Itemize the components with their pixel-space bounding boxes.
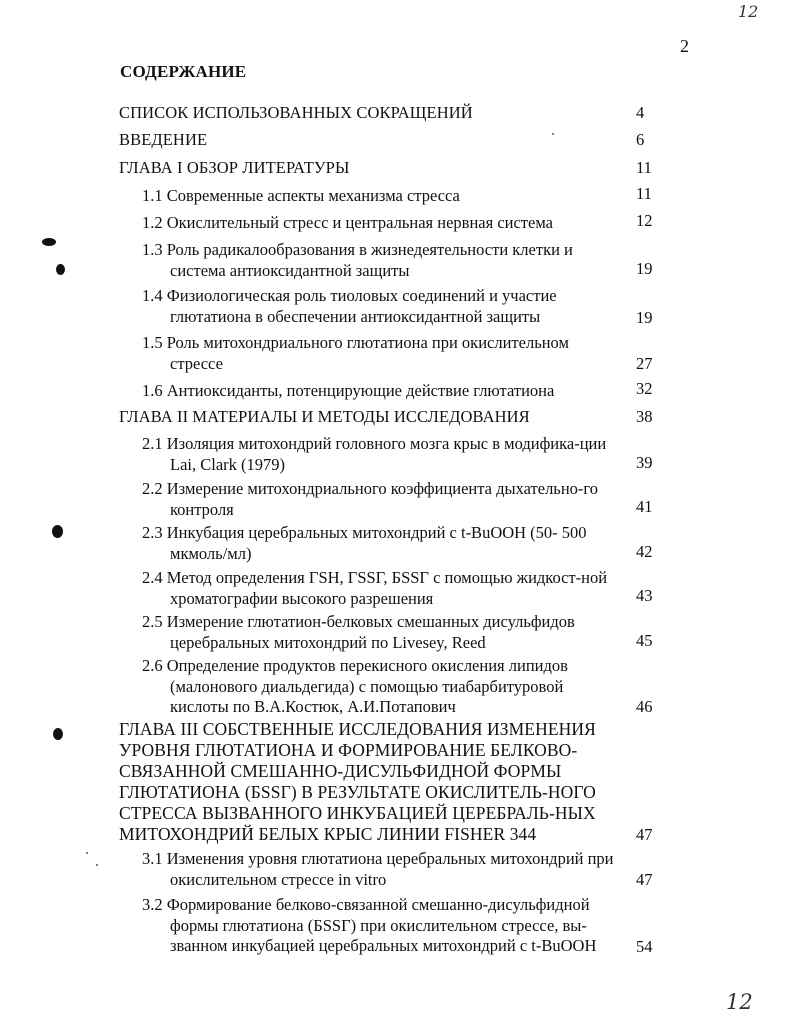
toc-entry-title: 2.2 Измерение митохондриального коэффициента дыхательно-го контроля bbox=[142, 479, 599, 519]
toc-entry-page: 11 bbox=[636, 184, 652, 203]
toc-entry-title: 3.1 Изменения уровня глютатиона церебральных митохондрий при окислительном стрессе in vitro bbox=[142, 849, 614, 889]
toc-entry-page: 32 bbox=[636, 379, 653, 398]
toc-entry bbox=[142, 895, 620, 957]
toc-entry-page: 41 bbox=[636, 497, 653, 516]
toc-entry-page: 19 bbox=[636, 259, 653, 278]
toc-entry-title: 1.6 Антиоксиданты, потенцирующие действие глютатиона bbox=[142, 381, 555, 400]
toc-entry-title: ГЛАВА I ОБЗОР ЛИТЕРАТУРЫ bbox=[119, 158, 350, 177]
toc-entry bbox=[142, 849, 620, 890]
toc-entry bbox=[142, 240, 620, 281]
scan-dot bbox=[96, 864, 98, 866]
toc-entry-page: 39 bbox=[636, 453, 653, 472]
toc-entry-page: 4 bbox=[636, 103, 645, 122]
toc-entry bbox=[119, 103, 619, 124]
toc-entry bbox=[119, 719, 619, 845]
scan-blot bbox=[53, 728, 63, 740]
toc-entry-title: 3.2 Формирование белково-связанной смешанно-дисульфидной формы глютатиона (БSSГ) при окислительном стрессе, вы-званном инкубацией церебральных митохондрий с t-BuOOH bbox=[142, 895, 597, 955]
handwritten-annotation-top: 12 bbox=[738, 2, 759, 21]
toc-entry bbox=[142, 434, 620, 475]
toc-entry-title: 1.4 Физиологическая роль тиоловых соединений и участие глютатиона в обеспечении антиоксидантной защиты bbox=[142, 286, 557, 326]
toc-entry-title: 2.6 Определение продуктов перекисного окисления липидов (малонового диальдегида) с помощью тиабарбитуровой кислоты по В.А.Костюк, А.И.Потапович bbox=[142, 656, 568, 716]
toc-entry-page: 27 bbox=[636, 354, 653, 373]
toc-entry-title: 1.5 Роль митохондриального глютатиона при окислительном стрессе bbox=[142, 333, 569, 373]
toc-entry bbox=[119, 158, 619, 179]
toc-entry-page: 6 bbox=[636, 130, 645, 149]
toc-entry-page: 46 bbox=[636, 697, 653, 716]
page-number: 2 bbox=[680, 36, 689, 56]
toc-entry-page: 11 bbox=[636, 158, 652, 177]
toc-entry-page: 19 bbox=[636, 308, 653, 327]
toc-entry-title: ВВЕДЕНИЕ bbox=[119, 130, 208, 149]
toc-entry bbox=[142, 568, 620, 609]
handwritten-annotation-bottom: 12 bbox=[726, 990, 753, 1014]
toc-heading: СОДЕРЖАНИЕ bbox=[120, 62, 247, 81]
toc-entry-page: 47 bbox=[636, 870, 653, 889]
scan-blot bbox=[56, 264, 65, 275]
toc-entry-title: ГЛАВА II МАТЕРИАЛЫ И МЕТОДЫ ИССЛЕДОВАНИЯ bbox=[119, 407, 530, 426]
toc-entry-page: 43 bbox=[636, 586, 653, 605]
toc-entry-page: 38 bbox=[636, 407, 653, 426]
scan-dot bbox=[86, 852, 88, 854]
scan-blot bbox=[52, 525, 63, 538]
toc-entry bbox=[119, 130, 619, 151]
toc-entry-title: 2.1 Изоляция митохондрий головного мозга крыс в модифика-ции Lai, Clark (1979) bbox=[142, 434, 607, 474]
toc-entry-page: 45 bbox=[636, 631, 653, 650]
toc-entry bbox=[142, 286, 620, 327]
toc-entry-title: 1.3 Роль радикалообразования в жизнедеятельности клетки и система антиоксидантной защиты bbox=[142, 240, 573, 280]
toc-entry-title: 2.3 Инкубация церебральных митохондрий с t-BuOOH (50- 500 мкмоль/мл) bbox=[142, 523, 587, 563]
scan-blot bbox=[42, 238, 56, 246]
toc-entry-title: ГЛАВА III СОБСТВЕННЫЕ ИССЛЕДОВАНИЯ ИЗМЕНЕНИЯ УРОВНЯ ГЛЮТАТИОНА И ФОРМИРОВАНИЕ БЕЛКОВО-СВЯЗАННОЙ СМЕШАННО-ДИСУЛЬФИДНОЙ ФОРМЫ ГЛЮТАТИОНА (БSSГ) В РЕЗУЛЬТАТЕ ОКИСЛИТЕЛЬ-НОГО СТРЕССА ВЫЗВАННОГО ИНКУБАЦИЕЙ ЦЕРЕБРАЛЬ-НЫХ МИТОХОНДРИЙ БЕЛЫХ КРЫС ЛИНИИ FISHER 344 bbox=[119, 719, 596, 844]
toc-entry bbox=[142, 213, 620, 234]
toc-entry-page: 54 bbox=[636, 937, 653, 956]
toc-entry-title: 1.1 Современные аспекты механизма стресса bbox=[142, 186, 460, 205]
toc-entry bbox=[142, 656, 620, 718]
toc-entry-title: 2.5 Измерение глютатион-белковых смешанных дисульфидов церебральных митохондрий по Livesey, Reed bbox=[142, 612, 575, 652]
toc-entry bbox=[142, 186, 620, 207]
toc-entry-title: СПИСОК ИСПОЛЬЗОВАННЫХ СОКРАЩЕНИЙ bbox=[119, 103, 473, 122]
toc-entry bbox=[142, 381, 620, 402]
toc-entry bbox=[142, 333, 620, 374]
toc-entry-title: 1.2 Окислительный стресс и центральная нервная система bbox=[142, 213, 553, 232]
toc-entry bbox=[142, 479, 620, 520]
toc-entry-title: 2.4 Метод определения ГSH, ГSSГ, БSSГ с помощью жидкост-ной хроматографии высокого разрешения bbox=[142, 568, 608, 608]
toc-entry bbox=[142, 523, 620, 564]
toc-entry-page: 42 bbox=[636, 542, 653, 561]
toc-entry bbox=[142, 612, 620, 653]
toc-entry bbox=[119, 407, 619, 428]
toc-entry-page: 12 bbox=[636, 211, 653, 230]
toc-entry-page: 47 bbox=[636, 825, 653, 844]
